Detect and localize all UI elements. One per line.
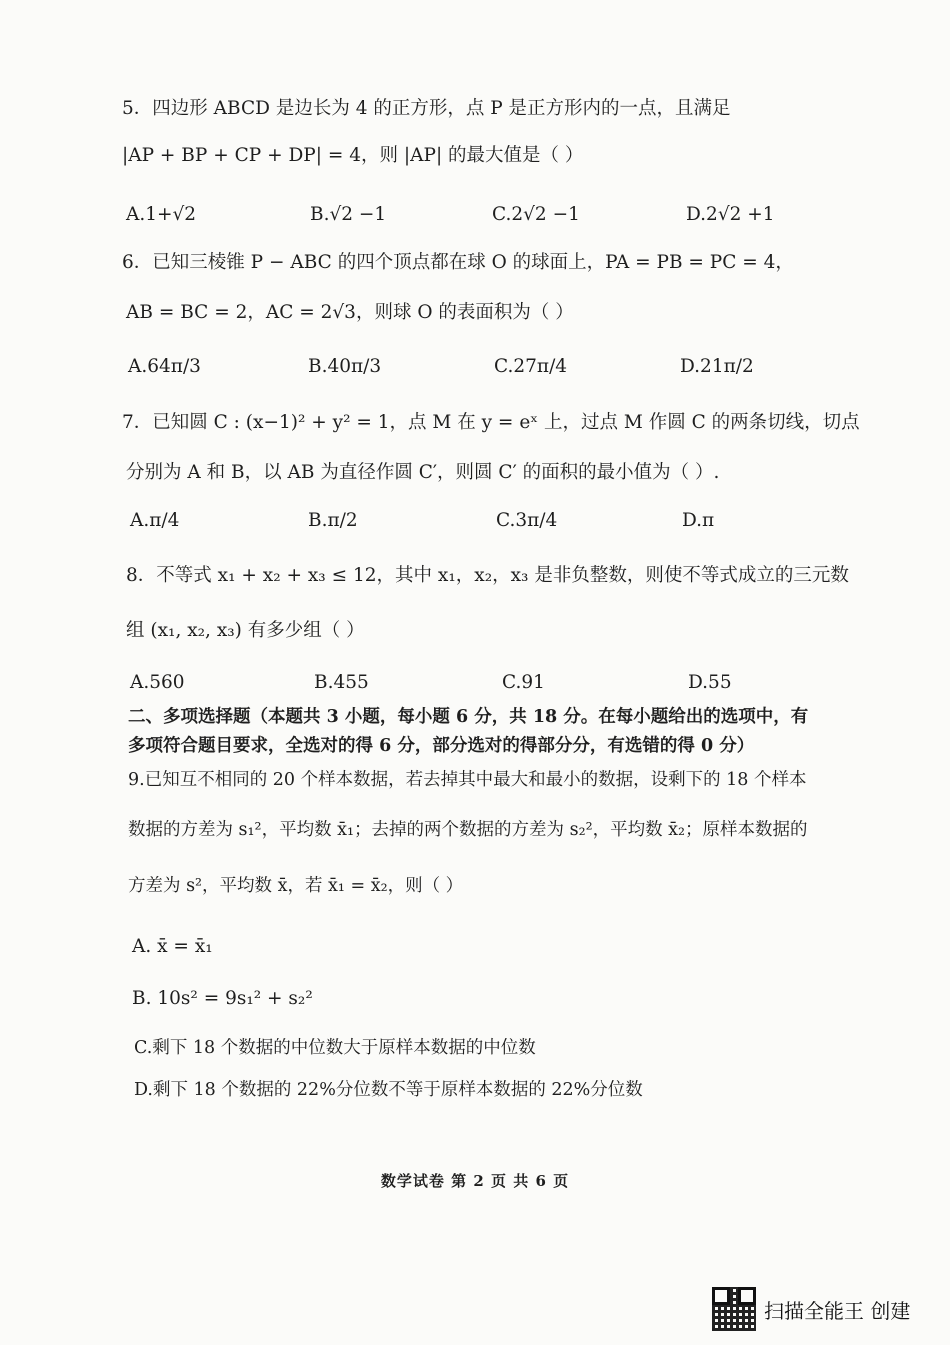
q6-option-d: D.21π/2 (680, 356, 754, 377)
q9-option-a: A. x̄ = x̄₁ (132, 936, 213, 957)
q6-stem-line1: 6．已知三棱锥 P − ABC 的四个顶点都在球 O 的球面上，PA = PB = PC = 4， (122, 252, 794, 273)
q9-option-c: C.剩下 18 个数据的中位数大于原样本数据的中位数 (134, 1038, 536, 1058)
scanner-watermark-label: 扫描全能王 创建 (764, 1298, 911, 1323)
q8-option-c: C.91 (502, 672, 545, 693)
q9-option-d: D.剩下 18 个数据的 22%分位数不等于原样本数据的 22%分位数 (134, 1080, 643, 1100)
q5-option-b: B.√2 −1 (310, 204, 387, 225)
q7-stem-line2: 分别为 A 和 B，以 AB 为直径作圆 C′，则圆 C′ 的面积的最小值为（ ）. (126, 462, 720, 483)
q9-option-b: B. 10s² = 9s₁² + s₂² (132, 988, 313, 1009)
q9-stem-line1: 9.已知互不相同的 20 个样本数据，若去掉其中最大和最小的数据，设剩下的 18 个样本 (128, 770, 807, 790)
q8-stem-line2: 组 (x₁, x₂, x₃) 有多少组（ ） (126, 620, 365, 641)
section2-heading-line1: 二、多项选择题（本题共 3 小题，每小题 6 分，共 18 分。在每小题给出的选项中，有 (128, 707, 809, 727)
q8-stem-line1: 8．不等式 x₁ + x₂ + x₃ ≤ 12，其中 x₁，x₂，x₃ 是非负整数，则使不等式成立的三元数 (126, 565, 849, 586)
q8-option-b: B.455 (314, 672, 369, 693)
q6-option-a: A.64π/3 (128, 356, 201, 377)
q5-option-d: D.2√2 +1 (686, 204, 775, 225)
q8-option-a: A.560 (130, 672, 185, 693)
q7-option-a: A.π/4 (130, 510, 180, 531)
q7-option-d: D.π (682, 510, 715, 531)
q5-stem-line1: 5．四边形 ABCD 是边长为 4 的正方形，点 P 是正方形内的一点，且满足 (122, 98, 731, 119)
qr-code-icon (712, 1287, 756, 1331)
q6-option-b: B.40π/3 (308, 356, 382, 377)
q5-option-c: C.2√2 −1 (492, 204, 580, 225)
q7-option-b: B.π/2 (308, 510, 358, 531)
page-footer: 数学试卷 第 2 页 共 6 页 (380, 1172, 570, 1190)
q9-stem-line2: 数据的方差为 s₁²，平均数 x̄₁；去掉的两个数据的方差为 s₂²，平均数 x̄₂；原样本数据的 (128, 820, 808, 840)
scanner-watermark (712, 1287, 910, 1331)
q7-stem-line1: 7．已知圆 C : (x−1)² + y² = 1，点 M 在 y = eˣ 上，过点 M 作圆 C 的两条切线，切点 (122, 412, 860, 433)
section2-heading-line2: 多项符合题目要求，全选对的得 6 分，部分选对的得部分分，有选错的得 0 分） (128, 736, 755, 756)
q8-option-d: D.55 (688, 672, 732, 693)
q9-stem-line3: 方差为 s²，平均数 x̄，若 x̄₁ = x̄₂，则（ ） (128, 876, 464, 896)
q5-stem-line2: |AP + BP + CP + DP| = 4，则 |AP| 的最大值是（ ） (122, 145, 584, 166)
q6-option-c: C.27π/4 (494, 356, 568, 377)
q6-stem-line2: AB = BC = 2，AC = 2√3，则球 O 的表面积为（ ） (126, 302, 574, 323)
q5-option-a: A.1+√2 (126, 204, 197, 225)
q7-option-c: C.3π/4 (496, 510, 558, 531)
